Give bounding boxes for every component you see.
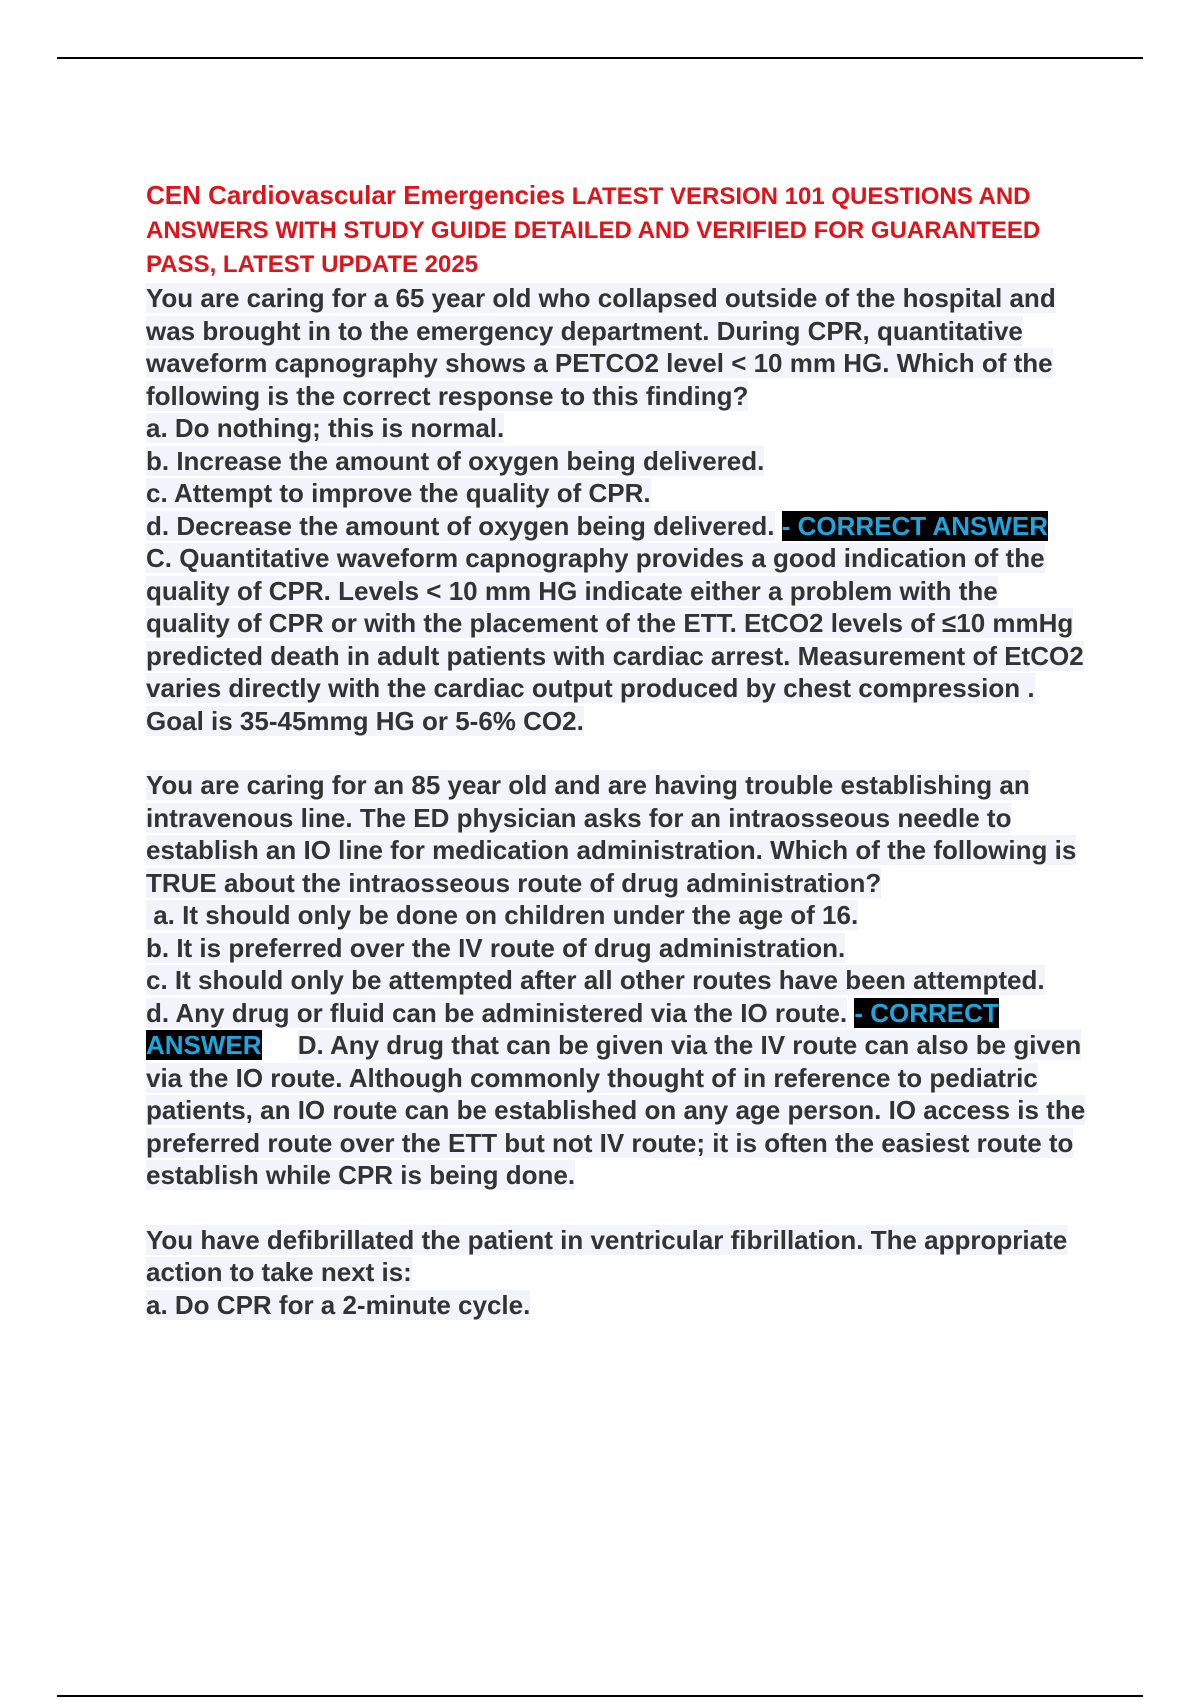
correct-answer-label: - CORRECT ANSWER (146, 997, 999, 1060)
answer-explanation: C. Quantitative waveform capnography provides a good indication of the quality of CPR. Levels < 10 mm HG indicate either a problem with the quality of CPR or with the placement of the ETT. EtCO2 levels of ≤10 mmHg predicted death in adult patients with cardiac arrest. Measurement of EtCO2 varies directly with the cardiac output produced by chest compression . Goal is 35-45mmg HG or 5-6% CO2. (146, 543, 1084, 736)
title-main: CEN Cardiovascular Emergencies (146, 180, 566, 210)
option-b: b. It is preferred over the IV route of drug administration. (146, 932, 846, 963)
option-a: a. Do nothing; this is normal. (146, 413, 505, 443)
title-rest: LATEST VERSION 101 QUESTIONS AND ANSWERS WITH STUDY GUIDE DETAILED AND VERIFIED FOR GUARANTEED PASS, LATEST UPDATE 2025 (146, 183, 1041, 278)
correct-answer-label: - CORRECT ANSWER (781, 510, 1048, 541)
footer-rule (57, 1695, 1143, 1697)
document-title (146, 178, 1086, 282)
answer-explanation: D. Any drug that can be given via the IV route can also be given via the IO route. Although commonly thought of in reference to pediatric patients, an IO route can be established on any age person. IO access is the preferred route over the ETT but not IV route; it is often the easiest route to establish while CPR is being done. (146, 1030, 1086, 1190)
option-d: d. Any drug or fluid can be administered via the IO route. - CORRECT ANSWER D. Any drug that can be given via the IV route can also be given via the IO route. Although commonly thought of in reference to pediatric patients, an IO route can be established on any age person. IO access is the preferred route over the ETT but not IV route; it is often the easiest route to establish while CPR is being done. (146, 997, 1086, 1190)
option-a: a. Do CPR for a 2-minute cycle. (146, 1289, 531, 1320)
question-3 (146, 1224, 1086, 1322)
document-body (146, 178, 1086, 1321)
question-2 (146, 769, 1086, 1192)
option-a: a. It should only be done on children under the age of 16. (146, 900, 859, 930)
option-c: c. Attempt to improve the quality of CPR. (146, 478, 651, 508)
question-1 (146, 282, 1086, 737)
question-stem: You are caring for a 65 year old who collapsed outside of the hospital and was brought in to the emergency department. During CPR, quantitative waveform capnography shows a PETCO2 level < 10 mm HG. Which of the following is the correct response to this finding? (146, 283, 1056, 411)
option-c: c. It should only be attempted after all other routes have been attempted. (146, 965, 1045, 995)
header-rule (57, 57, 1143, 59)
option-b: b. Increase the amount of oxygen being delivered. (146, 445, 765, 476)
question-stem: You have defibrillated the patient in ventricular fibrillation. The appropriate action to take next is: (146, 1224, 1068, 1287)
option-d: d. Decrease the amount of oxygen being delivered. - CORRECT ANSWER C. Quantitative waveform capnography provides a good indication of the quality of CPR. Levels < 10 mm HG indicate either a problem with the quality of CPR or with the placement of the ETT. EtCO2 levels of ≤10 mmHg predicted death in adult patients with cardiac arrest. Measurement of EtCO2 varies directly with the cardiac output produced by chest compression . Goal is 35-45mmg HG or 5-6% CO2. (146, 510, 1084, 736)
question-stem: You are caring for an 85 year old and are having trouble establishing an intravenous line. The ED physician asks for an intraosseous needle to establish an IO line for medication administration. Which of the following is TRUE about the intraosseous route of drug administration? (146, 770, 1077, 898)
